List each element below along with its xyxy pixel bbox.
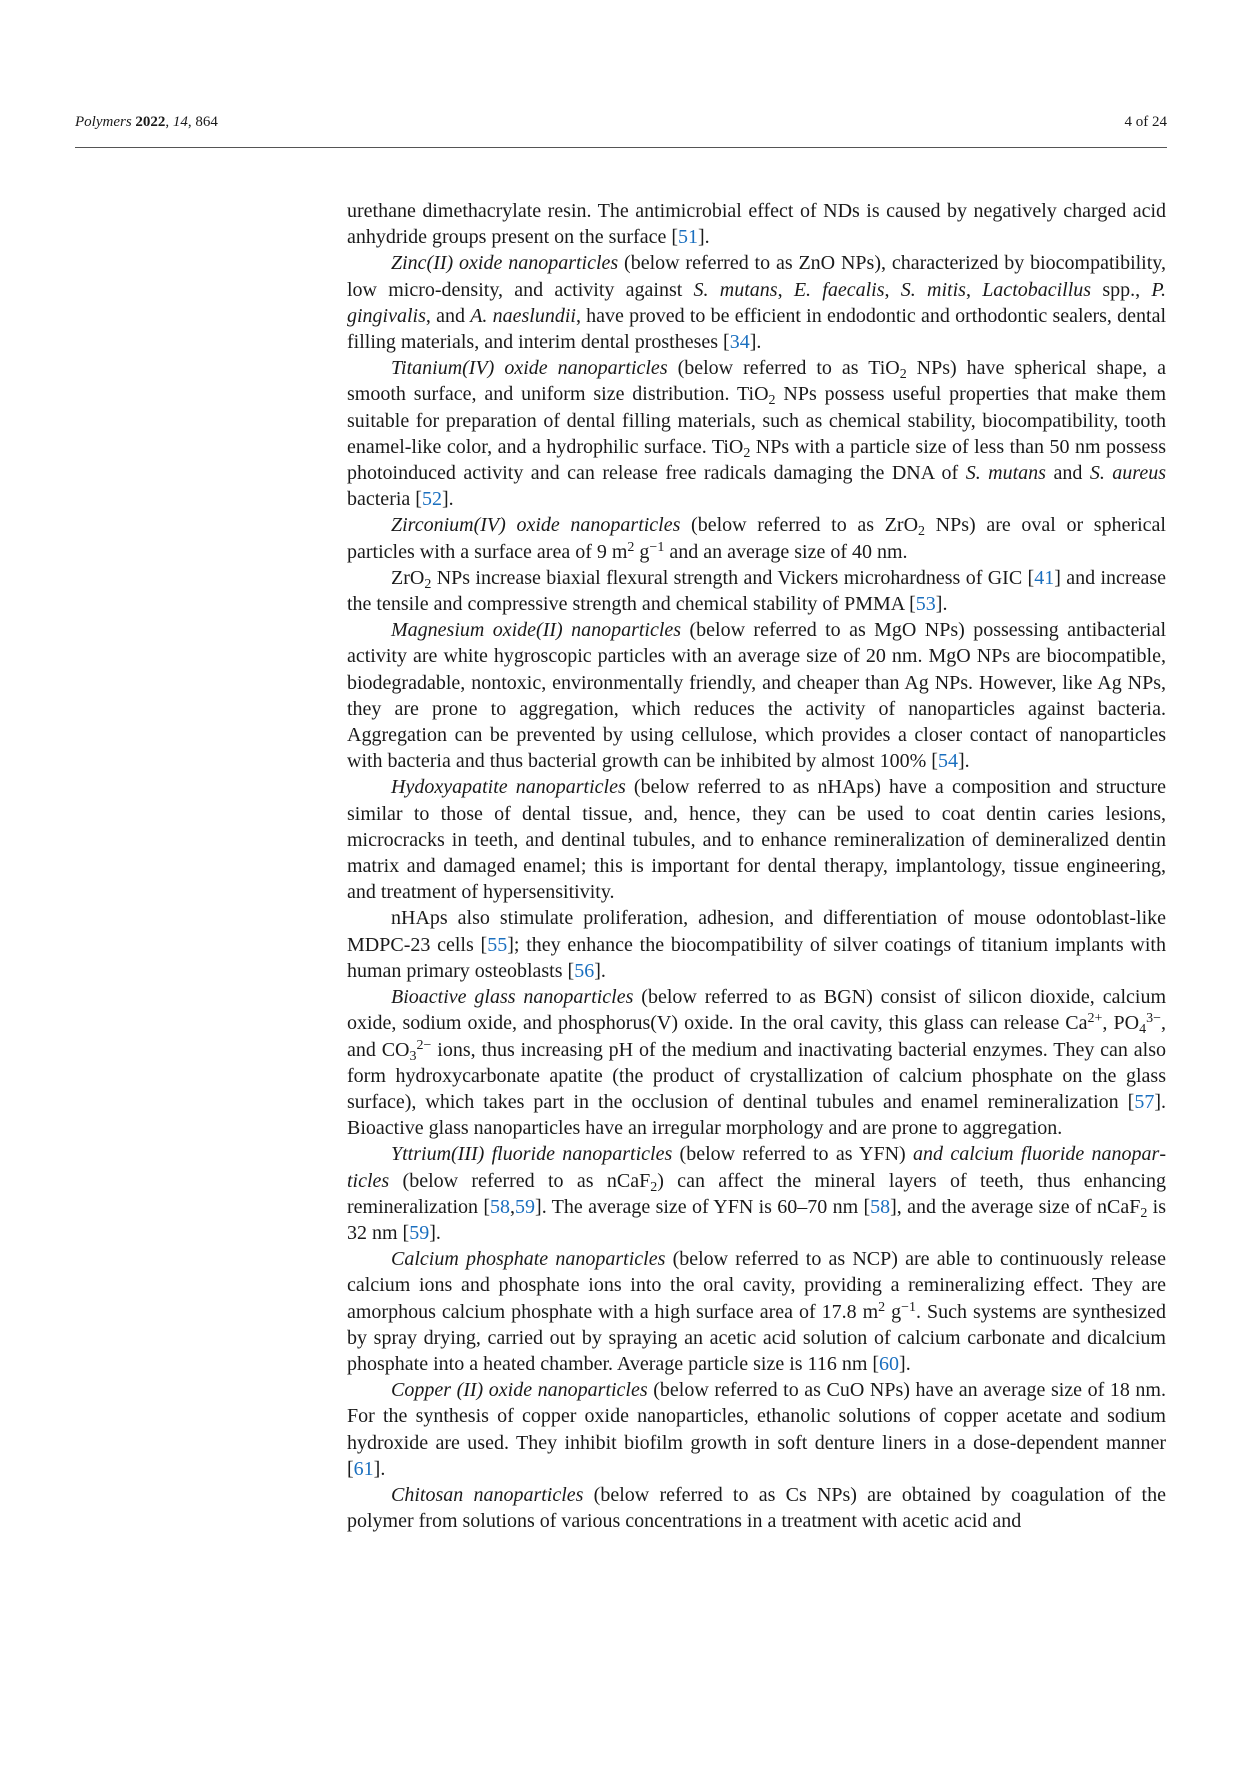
citation-link[interactable]: 51 [678, 226, 698, 249]
text-run: g [885, 1300, 902, 1323]
italic-text: S. mitis [900, 278, 966, 301]
citation-link[interactable]: 55 [487, 933, 508, 956]
text-run: , and CO [347, 1012, 1166, 1061]
text-run: , PO [1102, 1012, 1140, 1035]
text-run: NPs increase biaxial flexural strength and Vickers microhardness of GIC [ [431, 566, 1035, 589]
text-run: , have proved to be efficient in endodontic and orthodontic sealers, dental filling materials, and interim dental prostheses [ [347, 304, 1166, 354]
text-run: spp., [1091, 278, 1152, 301]
text-run: and an average size of 40 nm. [664, 540, 908, 563]
body-paragraph [347, 1377, 1166, 1482]
text-run: ) can affect the mineral layers of teeth, thus enhancing remineralization [ [347, 1169, 1166, 1218]
text-run: ]. [594, 959, 606, 982]
text-run: ]. The average size of YFN is 60–70 nm [ [535, 1195, 871, 1218]
body-paragraph [347, 1482, 1166, 1534]
text-run: and [1045, 462, 1090, 485]
citation-link[interactable]: 56 [574, 959, 595, 982]
italic-text: Chitosan nanoparticles [391, 1483, 584, 1506]
subscript: 2 [743, 445, 751, 461]
subscript: 2 [650, 1179, 658, 1195]
article-number: 864 [195, 114, 218, 130]
body-paragraph [347, 250, 1166, 355]
journal-volume: 14 [172, 114, 188, 130]
text-run: ]. [698, 226, 710, 249]
subscript: 2 [918, 524, 926, 540]
superscript: −1 [901, 1299, 917, 1315]
text-run: (below referred to as nHAps) have a composition and structure similar to those of dental tissue, and, hence, they can be used to coat dentin caries lesions, microcracks in teeth, and dentinal tubules, and to enhance remineralization of demineralized dentin matrix and damaged enamel; this is important for dental therapy, implantology, tissue engineering, and treatment of hypersensitivity. [347, 776, 1166, 904]
body-paragraph [347, 355, 1166, 512]
subscript: 3 [409, 1048, 417, 1064]
italic-text: Hydoxyapatite nanoparticles [391, 776, 626, 799]
body-paragraph [347, 1246, 1166, 1377]
italic-text: P. gingivalis [347, 278, 1166, 327]
superscript: 3− [1146, 1011, 1161, 1027]
citation-link[interactable]: 54 [937, 750, 958, 773]
page-header [75, 114, 1167, 138]
journal-name: Polymers [75, 114, 132, 130]
citation-link[interactable]: 59 [409, 1221, 430, 1244]
text-run: ]. [957, 750, 970, 773]
citation-link[interactable]: 58 [490, 1195, 511, 1218]
citation-link[interactable]: 34 [729, 331, 750, 354]
text-run: (below referred to as ZnO NPs), characterized by biocompatibility, low micro-density, and activity against [347, 252, 1166, 301]
body-paragraph [347, 565, 1166, 617]
text-run: NPs with a particle size of less than 50 nm possess photoinduced activity and can release free radicals damaging the DNA of [347, 435, 1166, 485]
subscript: 2 [424, 576, 432, 592]
text-run: NPs) have spherical shape, a smooth surface, and uniform size distribution. TiO [347, 357, 1166, 406]
body-text [347, 198, 1166, 1534]
italic-text: E. faecalis [793, 278, 885, 301]
subscript: 2 [899, 367, 907, 383]
citation-link[interactable]: 60 [879, 1352, 900, 1375]
text-run: (below referred to as CuO NPs) have an average size of 18 nm. For the synthesis of copper oxide nanoparticles, ethanolic solutions of copper acetate and sodium hydroxide are used. They inhibit biofilm growth in soft denture liners in a dose-dependent manner [ [347, 1379, 1166, 1480]
citation-link[interactable]: 59 [515, 1195, 536, 1218]
text-run: ]. [935, 593, 948, 616]
citation-link[interactable]: 53 [915, 593, 936, 616]
text-run: , [965, 278, 983, 301]
text-run: urethane dimethacrylate resin. The antimicrobial effect of NDs is caused by negatively charged acid anhydride groups present on the surface [ [347, 200, 1166, 249]
text-run: (below referred to as NCP) are able to continuously release calcium ions and phosphate ions into the oral cavity, providing a remineralizing effect. They are amorphous calcium phosphate with a high surface area of 17.8 m [347, 1248, 1166, 1323]
body-paragraph [347, 1141, 1166, 1246]
text-run: (below referred to as BGN) consist of silicon dioxide, calcium oxide, sodium oxide, and phosphorus(V) oxide. In the oral cavity, this glass can release Ca [347, 986, 1166, 1035]
italic-text: S. mutans [965, 462, 1046, 485]
body-paragraph [347, 617, 1166, 774]
text-run: (below referred to as ZrO [680, 514, 919, 537]
text-run: ]; they enhance the biocompatibility of silver coatings of titanium implants with human primary osteoblasts [ [347, 933, 1166, 982]
header-divider [75, 147, 1167, 148]
italic-text: Titanium(IV) oxide nanoparticles [391, 357, 668, 380]
text-run: ] and increase the tensile and compressive strength and chemical stability of PMMA [ [347, 566, 1167, 616]
text-run: , [884, 278, 901, 301]
italic-text: Magnesium oxide(II) nanoparticles [391, 619, 682, 642]
superscript: 2− [416, 1037, 432, 1053]
text-run: (below referred to as Cs NPs) are obtained by coagulation of the polymer from solutions of various concentrations in a treatment with acetic acid and [347, 1483, 1166, 1533]
citation-link[interactable]: 57 [1134, 1090, 1155, 1113]
text-run: ], and the average size of nCaF [890, 1195, 1141, 1218]
text-run: ions, thus increasing pH of the medium and inactivating bacterial enzymes. They can also form hydroxycarbonate apatite (the product of crystallization of calcium phosphate on the glass surface), which takes part in the occlusion of dentinal tubules and enamel remineralization [ [347, 1038, 1166, 1113]
citation-link[interactable]: 61 [353, 1457, 374, 1480]
italic-text: Bioactive glass nanoparticles [391, 986, 634, 1009]
text-run: NPs) are oval or spherical particles with a surface area of 9 m [347, 514, 1166, 563]
text-run: ]. Bioactive glass nanoparticles have an irregular morphology and are prone to aggregation. [347, 1090, 1166, 1140]
text-run: , [777, 278, 794, 301]
italic-text: Yttrium(III) fluoride nanoparticles [391, 1143, 673, 1166]
text-run: (below referred to as nCaF [389, 1169, 651, 1192]
text-run: ]. [373, 1457, 386, 1480]
italic-text: A. naeslundii [470, 304, 576, 327]
citation-link[interactable]: 58 [870, 1195, 891, 1218]
body-paragraph [347, 905, 1166, 984]
italic-text: Lactobacillus [982, 278, 1092, 301]
text-run: ]. [441, 488, 454, 511]
text-run: NPs possess useful properties that make them suitable for preparation of dental filling materials, such as chemical stability, biocompatibility, tooth enamel-like color, and a hydrophilic surface. TiO [347, 383, 1166, 458]
body-paragraph [347, 198, 1166, 250]
italic-text: S. mutans [693, 278, 778, 301]
superscript: 2 [627, 539, 635, 555]
citation-link[interactable]: 52 [421, 488, 442, 511]
text-run: nHAps also stimulate proliferation, adhesion, and differentiation of mouse odontoblast-like MDPC-23 cells [ [347, 907, 1166, 956]
text-run: , and [425, 304, 471, 327]
italic-text: S. aureus [1089, 462, 1166, 485]
text-run: bacteria [ [347, 488, 422, 511]
italic-text: Calcium phosphate nanoparticles [391, 1248, 666, 1271]
superscript: −1 [649, 539, 665, 555]
body-paragraph [347, 512, 1166, 564]
text-run: ]. [429, 1221, 441, 1244]
text-run: ]. [749, 331, 762, 354]
text-run: . Such systems are synthesized by spray drying, carried out by spraying an acetic acid solution of calcium carbonate and dicalcium phosphate into a heated chamber. Average particle size is 116 nm [ [347, 1300, 1166, 1375]
citation-link[interactable]: 41 [1034, 566, 1055, 589]
italic-text: Zirconium(IV) oxide nanoparticles [391, 514, 681, 537]
journal-year: 2022 [135, 114, 166, 130]
page-number: 4 of 24 [1124, 114, 1167, 130]
text-run: is 32 nm [ [347, 1195, 1167, 1244]
body-paragraph [347, 774, 1166, 905]
superscript: 2+ [1087, 1011, 1103, 1027]
italic-text: Copper (II) oxide nanoparticles [391, 1379, 648, 1402]
text-run: (below referred to as MgO NPs) possessing antibacterial activity are white hygroscopic particles with an average size of 20 nm. MgO NPs are biocompatible, biodegradable, nontoxic, environmentally friendly, and cheaper than Ag NPs. However, like Ag NPs, they are prone to aggregation, which reduces the activity of nanoparticles against bacteria. Aggregation can be prevented by using cellulose, which provides a closer contact of nanoparticles with bacteria and thus bacterial growth can be inhibited by almost 100% [ [347, 619, 1166, 773]
text-run: ]. [899, 1352, 911, 1375]
text-run: g [634, 540, 650, 563]
subscript: 2 [768, 393, 776, 409]
text-run: (below referred to as YFN) [672, 1143, 914, 1166]
subscript: 4 [1139, 1022, 1147, 1038]
text-run: (below referred to as TiO [667, 357, 900, 380]
journal-reference: Polymers 2022, 14, 864 [75, 114, 218, 130]
superscript: 2 [878, 1299, 886, 1315]
body-paragraph [347, 984, 1166, 1141]
italic-text: Zinc(II) oxide nanoparticles [391, 252, 619, 275]
text-run: ZrO [391, 566, 425, 589]
italic-text: and calcium fluoride nanoparticles [347, 1143, 1167, 1192]
text-run: , [510, 1195, 516, 1218]
subscript: 2 [1140, 1205, 1148, 1221]
